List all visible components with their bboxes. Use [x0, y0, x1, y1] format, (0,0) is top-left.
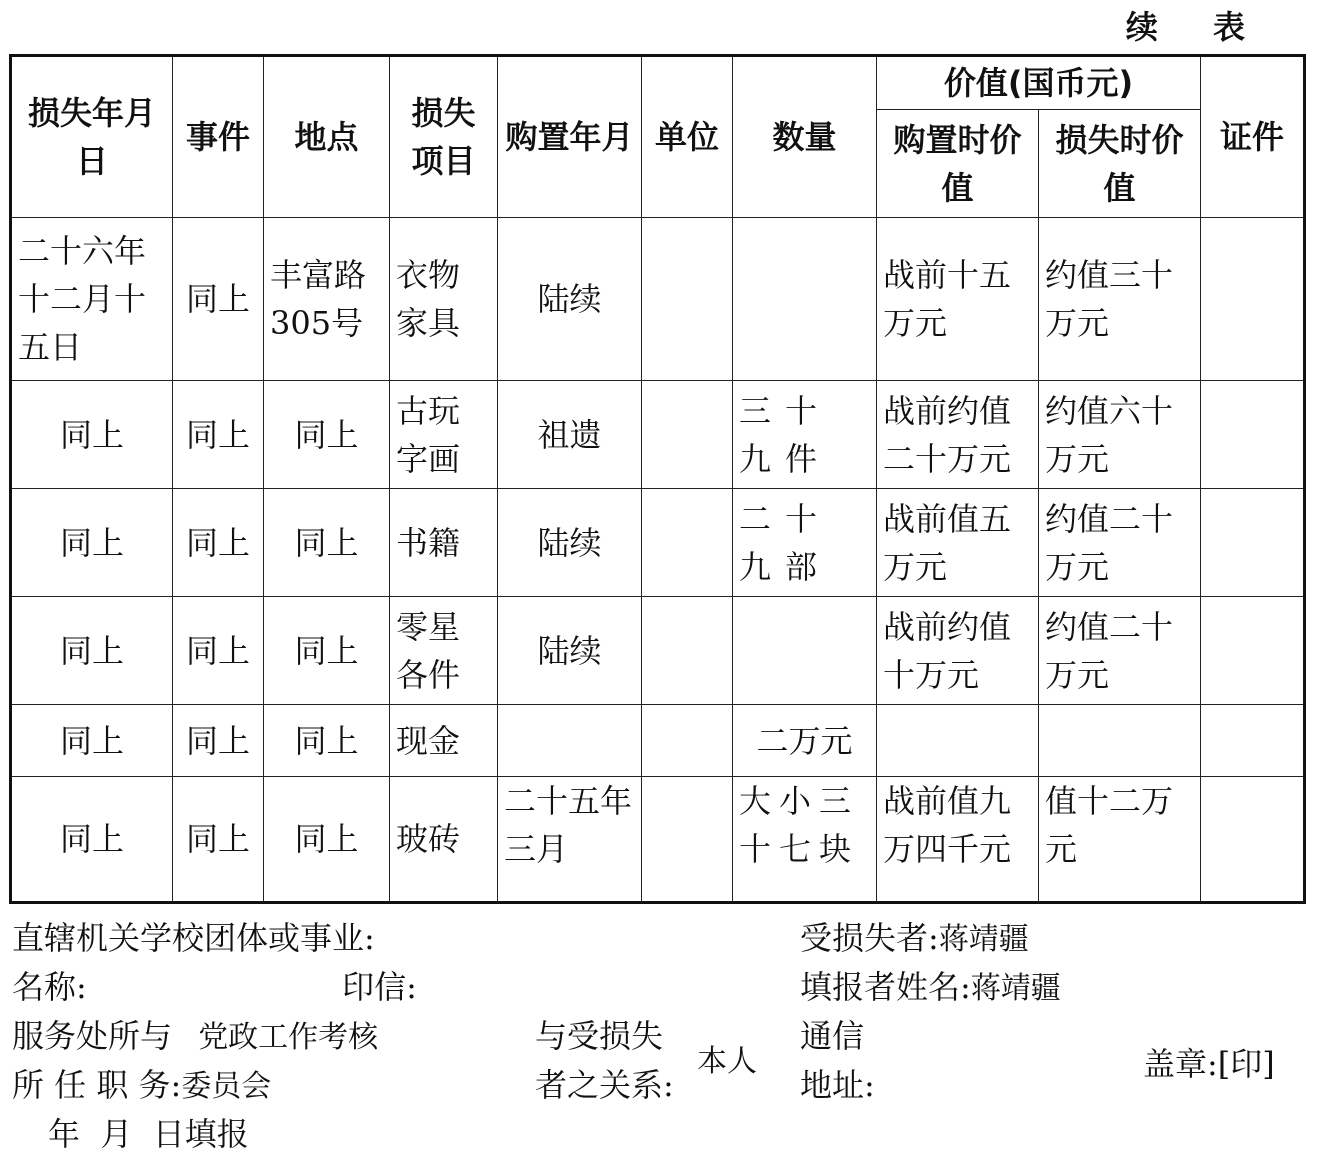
cell-purchase-date: 陆续: [498, 218, 642, 381]
address-label-2: 地址:: [800, 1066, 875, 1104]
cell-quantity: 二万元: [733, 705, 877, 777]
header-place: 地点: [264, 56, 390, 218]
cell-place: 同上: [264, 597, 390, 705]
stamp-line: [1143, 1040, 1275, 1089]
cell-loss-date: 同上: [11, 705, 173, 777]
table-row: [11, 489, 1305, 597]
cell-loss-item: 古玩字画: [390, 381, 498, 489]
cell-value-purchase: 战前值九万四千元: [877, 777, 1039, 903]
cell-value-purchase: 战前十五万元: [877, 218, 1039, 381]
continued-label: 续 表: [1125, 8, 1267, 46]
duty-label: 所 任 职 务:: [12, 1066, 182, 1104]
cell-purchase-date: [498, 705, 642, 777]
header-loss-date: 损失年月日: [11, 56, 173, 218]
header-loss-item: 损失项目: [390, 56, 498, 218]
cell-place: 同上: [264, 489, 390, 597]
cell-event: 同上: [173, 381, 264, 489]
cell-loss-date: 同上: [11, 381, 173, 489]
loss-table: [9, 54, 1306, 904]
cell-unit: [642, 489, 733, 597]
cell-event: 同上: [173, 597, 264, 705]
header-value-loss: 损失时价值: [1039, 110, 1201, 218]
table-row: [11, 597, 1305, 705]
table-row: [11, 705, 1305, 777]
header-quantity: 数量: [733, 56, 877, 218]
victim-label: 受损失者:: [800, 919, 939, 957]
cell-value-loss: 约值六十万元: [1039, 381, 1201, 489]
cell-purchase-date: 二十五年三月: [498, 777, 642, 903]
table-row: [11, 777, 1305, 903]
cell-place: 同上: [264, 705, 390, 777]
cell-loss-date: 二十六年十二月十五日: [11, 218, 173, 381]
cell-quantity: 大小三十七块: [733, 777, 877, 903]
cell-value-purchase: 战前约值二十万元: [877, 381, 1039, 489]
cell-value-loss: 约值二十万元: [1039, 489, 1201, 597]
cell-loss-date: 同上: [11, 777, 173, 903]
cell-purchase-date: 陆续: [498, 597, 642, 705]
header-certificate: 证件: [1201, 56, 1305, 218]
cell-certificate: [1201, 705, 1305, 777]
relation-value: 本人: [697, 1044, 757, 1079]
cell-value-loss: 约值二十万元: [1039, 597, 1201, 705]
post-value: 党政工作考核: [198, 1020, 379, 1055]
cell-value-purchase: [877, 705, 1039, 777]
footer-right: [800, 914, 1061, 1110]
cell-quantity: 二十九部: [733, 489, 877, 597]
cell-value-purchase: 战前约值十万元: [877, 597, 1039, 705]
cell-loss-item: 玻砖: [390, 777, 498, 903]
cell-quantity: [733, 218, 877, 381]
address-label-1: 通信: [800, 1017, 865, 1055]
header-purchase-date: 购置年月: [498, 56, 642, 218]
cell-purchase-date: 陆续: [498, 489, 642, 597]
cell-quantity: [733, 597, 877, 705]
cell-event: 同上: [173, 489, 264, 597]
relation-label-2: 者之关系:: [535, 1066, 674, 1104]
name-seal-line: [12, 963, 417, 1012]
duty-value: 委员会: [181, 1069, 272, 1104]
cell-loss-item: 衣物家具: [390, 218, 498, 381]
table-row: [11, 218, 1305, 381]
header-event: 事件: [173, 56, 264, 218]
cell-unit: [642, 705, 733, 777]
cell-place: 丰富路305号: [264, 218, 390, 381]
org-label: 直辖机关学校团体或事业:: [12, 919, 375, 957]
reporter-label: 填报者姓名:: [800, 968, 971, 1006]
table-row: [11, 381, 1305, 489]
cell-unit: [642, 597, 733, 705]
header-value-group: 价值(国币元): [877, 56, 1201, 110]
cell-unit: [642, 381, 733, 489]
cell-loss-item: 书籍: [390, 489, 498, 597]
cell-certificate: [1201, 597, 1305, 705]
cell-loss-date: 同上: [11, 597, 173, 705]
cell-event: 同上: [173, 705, 264, 777]
cell-value-loss: [1039, 705, 1201, 777]
cell-purchase-date: 祖遗: [498, 381, 642, 489]
cell-certificate: [1201, 218, 1305, 381]
duty-line: [12, 1061, 417, 1110]
name-label: 名称:: [12, 968, 87, 1006]
stamp-value: [印]: [1217, 1045, 1275, 1083]
cell-event: 同上: [173, 218, 264, 381]
cell-loss-item: 零星各件: [390, 597, 498, 705]
cell-unit: [642, 777, 733, 903]
cell-unit: [642, 218, 733, 381]
stamp-label: 盖章:: [1143, 1045, 1218, 1083]
cell-value-purchase: 战前值五万元: [877, 489, 1039, 597]
cell-certificate: [1201, 489, 1305, 597]
header-value-purchase: 购置时价值: [877, 110, 1039, 218]
cell-quantity: 三十九件: [733, 381, 877, 489]
relation-label-1: 与受损失: [535, 1017, 664, 1055]
post-label: 服务处所与: [12, 1017, 173, 1055]
cell-place: 同上: [264, 777, 390, 903]
victim-value: 蒋靖疆: [938, 922, 1029, 957]
reporter-value: 蒋靖疆: [970, 971, 1061, 1006]
fill-date: 年 月 日填报: [48, 1115, 249, 1153]
cell-place: 同上: [264, 381, 390, 489]
cell-loss-item: 现金: [390, 705, 498, 777]
cell-certificate: [1201, 381, 1305, 489]
footer-left: [12, 914, 417, 1159]
cell-certificate: [1201, 777, 1305, 903]
cell-value-loss: 约值三十万元: [1039, 218, 1201, 381]
cell-event: 同上: [173, 777, 264, 903]
header-unit: 单位: [642, 56, 733, 218]
seal-label: 印信:: [342, 968, 417, 1006]
footer-relation: [535, 1012, 674, 1110]
post-line: [12, 1012, 417, 1061]
cell-value-loss: 值十二万元: [1039, 777, 1201, 903]
cell-loss-date: 同上: [11, 489, 173, 597]
